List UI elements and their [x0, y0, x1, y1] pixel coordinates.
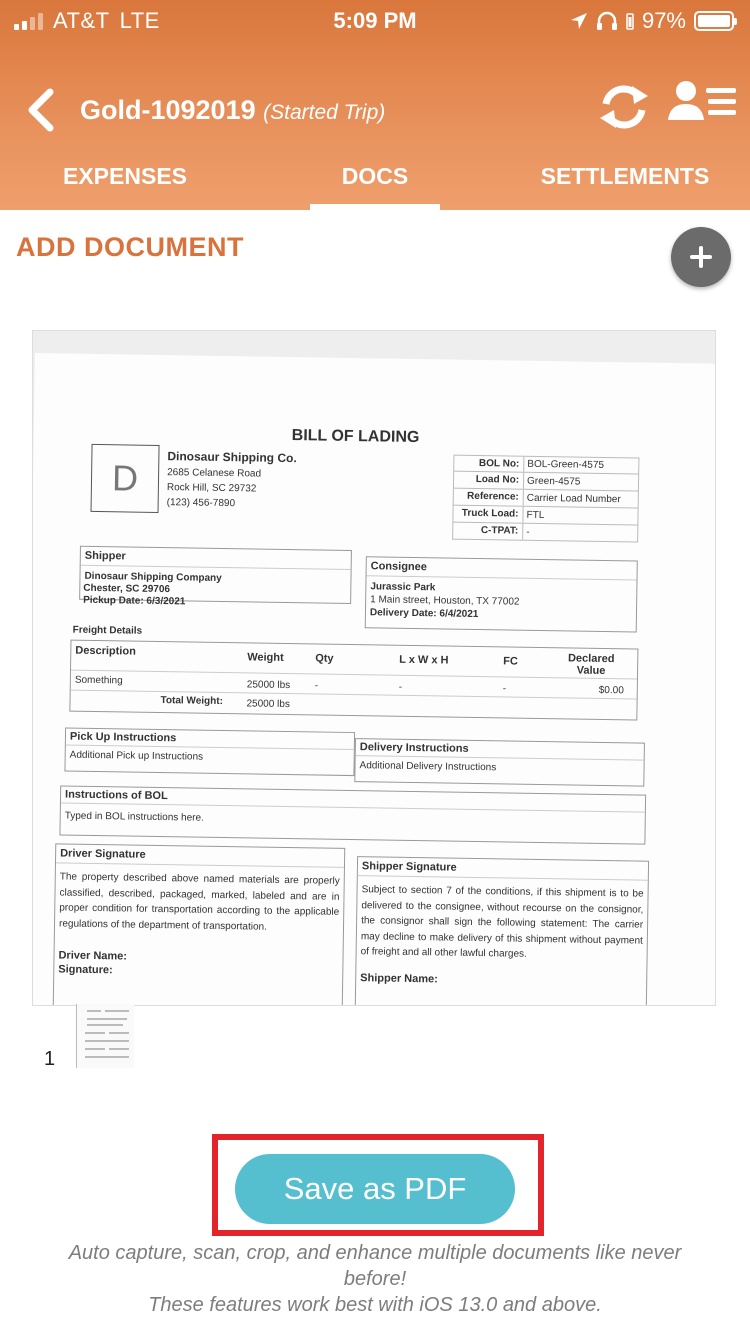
shipper-label: Shipper [81, 547, 351, 570]
shipper-signature-label: Shipper Signature [358, 857, 648, 881]
document-heading: BILL OF LADING [291, 427, 420, 447]
refresh-icon[interactable] [594, 82, 654, 132]
delivery-instructions-text: Additional Delivery Instructions [359, 760, 497, 774]
freight-cell: $0.00 [598, 684, 624, 697]
delivery-instructions-label: Delivery Instructions [356, 739, 644, 761]
shipper-signature-box [354, 856, 649, 1006]
bol-info-key: BOL No: [454, 456, 524, 472]
battery-percent: 97% [641, 8, 686, 33]
company-logo: D [91, 444, 160, 513]
freight-table [69, 640, 638, 721]
driver-signature-line-label: Signature: [58, 963, 113, 977]
headphones-icon [596, 11, 618, 31]
page-number: 1 [44, 1048, 56, 1070]
company-address1: 2685 Celanese Road [167, 467, 262, 480]
freight-header: FC [503, 655, 518, 668]
bol-info-table [452, 455, 639, 543]
tab-expenses[interactable]: EXPENSES [63, 163, 187, 189]
footer-info [40, 1240, 710, 1318]
shipper-name: Dinosaur Shipping Company [84, 570, 222, 584]
footer-line-2: These features work best with iOS 13.0 and above. [148, 1294, 602, 1316]
network-type: LTE [119, 8, 160, 33]
driver-signature-label: Driver Signature [56, 844, 344, 868]
bol-info-value: Carrier Load Number [526, 492, 621, 505]
document-preview[interactable] [32, 330, 716, 1006]
bol-info-row [452, 523, 638, 543]
freight-cell: Something [74, 674, 123, 687]
freight-header: Declared Value [567, 652, 615, 677]
shipper-name-label: Shipper Name: [360, 971, 438, 985]
save-as-pdf-button[interactable]: Save as PDF [235, 1154, 515, 1224]
add-document-button[interactable] [671, 227, 731, 287]
bol-info-key: C-TPAT: [453, 523, 523, 540]
tab-bar [0, 150, 750, 210]
tab-docs[interactable]: DOCS [250, 150, 500, 210]
freight-header: Description [75, 644, 136, 658]
bol-instructions-label: Instructions of BOL [61, 786, 645, 812]
consignee-name: Jurassic Park [370, 581, 436, 594]
shipper-signature-text: Subject to section 7 of the conditions, if this shipment is to be delivered to the consignee, without recourse on the consignor, the consignor shall sign the following statement: The carrier may decline to make delivery of this shipment without payment of freight and all other lawful charges. [360, 884, 644, 960]
page-thumbnail[interactable] [76, 1004, 134, 1068]
total-weight-label: Total Weight: [160, 695, 224, 707]
driver-name-label: Driver Name: [58, 949, 128, 963]
company-phone: (123) 456-7890 [166, 497, 236, 510]
footer-line-1: Auto capture, scan, crop, and enhance multiple documents like never before! [68, 1242, 682, 1290]
bol-info-key: Truck Load: [453, 506, 523, 523]
delivery-instructions-box [354, 738, 645, 787]
freight-header: Qty [315, 652, 334, 665]
back-chevron-icon[interactable] [24, 88, 58, 132]
status-right [570, 8, 734, 34]
pickup-instructions-label: Pick Up Instructions [66, 729, 354, 751]
consignee-delivery: Delivery Date: 6/4/2021 [369, 607, 479, 620]
driver-list-icon[interactable] [668, 78, 738, 128]
freight-cell: - [398, 681, 403, 693]
freight-cell: - [314, 680, 319, 692]
scanned-page [32, 353, 716, 1006]
bol-info-key: Load No: [454, 472, 524, 489]
battery-small-icon [626, 12, 634, 30]
bol-info-key: Reference: [454, 489, 524, 506]
bol-info-value: Green-4575 [526, 475, 581, 488]
pickup-instructions-box [64, 728, 355, 777]
trip-status: (Started Trip) [263, 101, 386, 124]
company-block [167, 449, 297, 512]
shipper-pickup: Pickup Date: 6/3/2021 [83, 594, 186, 608]
consignee-address: 1 Main street, Houston, TX 77002 [370, 594, 520, 608]
bol-info-value: BOL-Green-4575 [527, 458, 605, 471]
driver-signature-text: The property described above named materials are properly classified, described, packaged, marked, labeled and are in proper condition for transportation according to the applicable regulations of the department of transportation. [58, 871, 340, 933]
add-document-heading: ADD DOCUMENT [16, 232, 244, 262]
app-header [0, 0, 750, 210]
status-bar [0, 0, 750, 40]
freight-label: Freight Details [72, 624, 143, 637]
total-weight-value: 25000 lbs [246, 698, 290, 711]
status-time: 5:09 PM [333, 8, 417, 33]
freight-header: L x W x H [399, 653, 449, 667]
bol-instructions-box [59, 785, 646, 844]
battery-icon [694, 11, 734, 31]
consignee-box [365, 556, 638, 632]
carrier-name: AT&T [53, 8, 110, 33]
consignee-label: Consignee [367, 557, 637, 580]
freight-header: Weight [247, 651, 284, 664]
bol-instructions-text: Typed in BOL instructions here. [64, 810, 204, 824]
page-title [80, 95, 385, 126]
driver-signature-box [52, 843, 345, 1006]
pickup-instructions-text: Additional Pick up Instructions [69, 749, 204, 763]
company-name: Dinosaur Shipping Co. [167, 449, 297, 466]
freight-cell: - [502, 683, 507, 695]
tab-settlements[interactable]: SETTLEMENTS [540, 163, 710, 189]
trip-name: Gold-1092019 [80, 95, 256, 125]
shipper-city: Chester, SC 29706 [83, 582, 171, 596]
company-address2: Rock Hill, SC 29732 [166, 482, 257, 495]
bol-info-value: FTL [526, 509, 545, 521]
location-arrow-icon [570, 12, 588, 30]
freight-cell: 25000 lbs [246, 679, 291, 692]
bol-info-value: - [526, 526, 530, 538]
